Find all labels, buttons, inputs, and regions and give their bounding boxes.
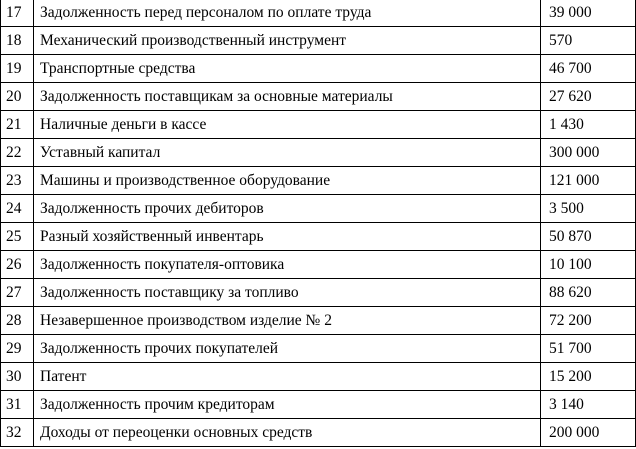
table-row	[1, 111, 636, 139]
table-row	[1, 55, 636, 83]
table-row	[1, 139, 636, 167]
item-value: 10 100	[541, 251, 636, 279]
table-row	[1, 167, 636, 195]
item-name: Задолженность прочих покупателей	[34, 335, 541, 363]
row-number: 26	[1, 251, 34, 279]
row-number: 18	[1, 27, 34, 55]
row-number: 20	[1, 83, 34, 111]
item-value: 51 700	[541, 335, 636, 363]
row-number: 25	[1, 223, 34, 251]
row-number: 30	[1, 363, 34, 391]
table-row	[1, 307, 636, 335]
item-name: Наличные деньги в кассе	[34, 111, 541, 139]
item-value: 121 000	[541, 167, 636, 195]
item-value: 72 200	[541, 307, 636, 335]
item-name: Задолженность прочих дебиторов	[34, 195, 541, 223]
item-value: 27 620	[541, 83, 636, 111]
row-number: 17	[1, 0, 34, 27]
item-name: Транспортные средства	[34, 55, 541, 83]
row-number: 29	[1, 335, 34, 363]
row-number: 32	[1, 419, 34, 447]
item-value: 88 620	[541, 279, 636, 307]
item-name: Задолженность перед персоналом по оплате труда	[34, 0, 541, 27]
item-value: 1 430	[541, 111, 636, 139]
table-row	[1, 0, 636, 27]
item-name: Задолженность прочим кредиторам	[34, 391, 541, 419]
table-row	[1, 27, 636, 55]
item-value: 3 140	[541, 391, 636, 419]
item-name: Задолженность покупателя-оптовика	[34, 251, 541, 279]
table-row	[1, 223, 636, 251]
table-row	[1, 279, 636, 307]
table-row	[1, 251, 636, 279]
item-name: Машины и производственное оборудование	[34, 167, 541, 195]
table-row	[1, 195, 636, 223]
item-name: Незавершенное производством изделие № 2	[34, 307, 541, 335]
row-number: 21	[1, 111, 34, 139]
item-name: Механический производственный инструмент	[34, 27, 541, 55]
item-value: 300 000	[541, 139, 636, 167]
table-row	[1, 335, 636, 363]
item-name: Уставный капитал	[34, 139, 541, 167]
item-name: Доходы от переоценки основных средств	[34, 419, 541, 447]
item-name: Задолженность поставщику за топливо	[34, 279, 541, 307]
item-value: 3 500	[541, 195, 636, 223]
table-row	[1, 363, 636, 391]
row-number: 19	[1, 55, 34, 83]
row-number: 22	[1, 139, 34, 167]
table-row	[1, 391, 636, 419]
item-value: 50 870	[541, 223, 636, 251]
item-value: 46 700	[541, 55, 636, 83]
item-name: Патент	[34, 363, 541, 391]
item-value: 39 000	[541, 0, 636, 27]
row-number: 23	[1, 167, 34, 195]
item-name: Разный хозяйственный инвентарь	[34, 223, 541, 251]
table-row	[1, 419, 636, 447]
row-number: 28	[1, 307, 34, 335]
table-row	[1, 83, 636, 111]
item-value: 15 200	[541, 363, 636, 391]
table-body	[1, 0, 636, 447]
row-number: 24	[1, 195, 34, 223]
row-number: 27	[1, 279, 34, 307]
item-value: 570	[541, 27, 636, 55]
item-value: 200 000	[541, 419, 636, 447]
row-number: 31	[1, 391, 34, 419]
item-name: Задолженность поставщикам за основные материалы	[34, 83, 541, 111]
